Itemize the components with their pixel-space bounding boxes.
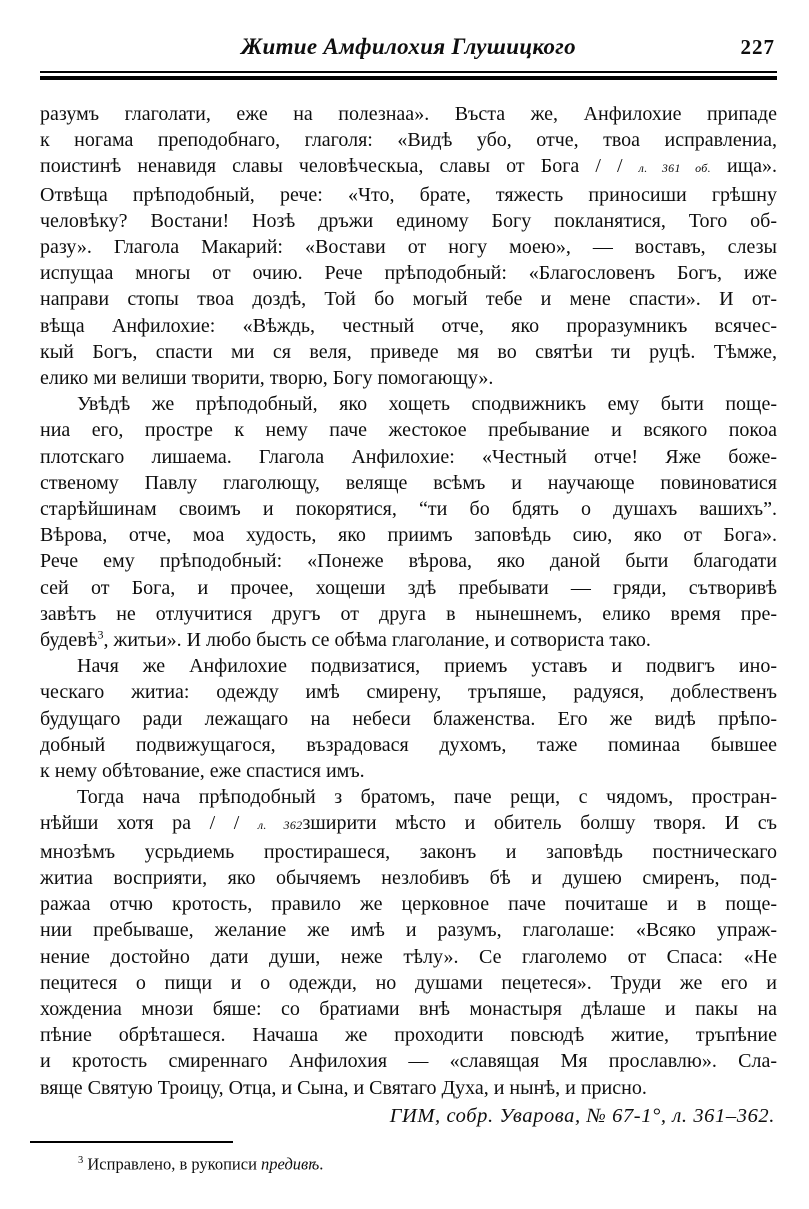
text-span: вѣща Анфилохие: «Вѣждь, честный отче, яко проразумникъ всячес- — [40, 314, 777, 337]
text-line — [40, 391, 777, 417]
text-line — [40, 996, 777, 1022]
text-span: к нему обѣтование, еже спастися имъ. — [40, 760, 365, 783]
text-line — [40, 153, 777, 181]
source-citation: ГИМ, собр. Уварова, № 67-1°, л. 361–362. — [389, 1104, 775, 1127]
text-span: пецитеся о пищи и о одежди, но душами пецетеся». Труди же его и — [40, 971, 777, 994]
text-line — [40, 732, 777, 758]
text-line — [40, 182, 777, 208]
paragraph — [40, 391, 777, 653]
text-span: вяще Святую Троицу, Отца, и Сына, и Святаго Духа, и нынѣ, и присно. — [40, 1076, 647, 1099]
text-span: нии пребываше, желание же имѣ и разумъ, глаголаше: «Всяко упраж- — [40, 919, 777, 942]
text-span: елико ми велиши творити, творю, Богу помогающу». — [40, 367, 494, 390]
text-line — [40, 313, 777, 339]
text-span: и кротость смиреннаго Анфилохия — «славящая Мя прославлю». Сла- — [40, 1050, 777, 1073]
text-span: разу». Глагола Макарий: «Востави от ногу моею», — воставъ, слезы — [40, 236, 777, 259]
footnote — [40, 1150, 777, 1176]
text-span: испущаа многы от очию. Рече прѣподобный: «Благословенъ Богъ, иже — [40, 262, 777, 285]
text-span: мнозѣмъ усрьдиемь простирашеся, законъ и заповѣдь постническаго — [40, 840, 777, 863]
text-line — [40, 917, 777, 943]
text-line — [40, 101, 777, 127]
text-line — [40, 1048, 777, 1074]
text-line — [40, 944, 777, 970]
text-span: Исправлено, в рукописи — [83, 1154, 262, 1174]
text-span: . — [319, 1154, 324, 1174]
text-span: ниа его, простре к нему паче жестокое пребывание и всякого покоа — [40, 419, 777, 442]
text-span: Тогда нача прѣподобный з братомъ, паче рещи, с чядомъ, простран- — [77, 786, 777, 809]
text-line — [40, 784, 777, 810]
folio-marker: л. 362 — [257, 818, 303, 833]
text-line — [40, 365, 777, 391]
text-span: направи стопы твоа доздѣ, Той бо могый тебе и мене спасти». И от- — [40, 288, 777, 311]
text-line — [40, 339, 777, 365]
page-number: 227 — [740, 35, 775, 59]
text-span: к ногама преподобнаго, глаголя: «Видѣ убо, отче, твоа исправлениа, — [40, 129, 777, 152]
paragraph — [40, 784, 777, 1100]
text-line — [40, 286, 777, 312]
text-span: пѣние обрѣташеся. Начаша же проходити повсюдѣ житие, тръпѣние — [40, 1024, 777, 1047]
text-span: будущаго ради лежащаго на небеси блаженства. Его же видѣ прѣпо- — [40, 707, 777, 730]
footnote-marker: 3 — [78, 1154, 84, 1166]
text-line — [40, 548, 777, 574]
text-line — [40, 127, 777, 153]
text-line — [40, 970, 777, 996]
header-rule-thick — [40, 76, 777, 80]
text-line — [40, 208, 777, 234]
text-line — [40, 444, 777, 470]
footnote-reference: 3 — [97, 627, 104, 642]
text-line — [40, 470, 777, 496]
text-span: нѣйши хотя ра / / — [40, 812, 258, 835]
text-line — [40, 496, 777, 522]
text-span: нение достойно дати души, неже тѣлу». Се глаголемо от Спаса: «Не — [40, 945, 777, 968]
text-span: Увѣдѣ же прѣподобный, яко хощеть сподвижникъ ему быти поще- — [77, 393, 777, 416]
text-line — [40, 810, 777, 838]
text-line — [40, 522, 777, 548]
text-span: кый Богъ, спасти ми ся веля, приведе мя во святѣи ти руцѣ. Тѣмже, — [40, 340, 777, 363]
text-line — [40, 706, 777, 732]
text-span: Вѣрова, отче, моа худость, яко приимъ заповѣдь сию, яко от Бога». — [40, 524, 777, 547]
text-line — [40, 891, 777, 917]
text-span: ческаго житиа: одежду имѣ смирену, тръпяше, радуяся, доблественъ — [40, 681, 777, 704]
text-line — [40, 839, 777, 865]
text-span: ражаа отчю кротость, правило же церковное паче почиташе и в поще- — [40, 893, 777, 916]
text-line — [40, 653, 777, 679]
text-line — [40, 627, 777, 653]
text-line — [40, 601, 777, 627]
text-span: добный подвижущагося, възрадовася духомъ, таже поминаа бывшее — [40, 733, 777, 756]
header-rule-thin — [40, 71, 777, 73]
text-span: поистинѣ ненавидя славы человѣческыа, славы от Бога / / — [40, 155, 639, 178]
text-line — [40, 260, 777, 286]
italic-term: предивѣ — [261, 1154, 320, 1174]
text-span: житиа восприяти, яко обычяемъ незлобивъ бѣ и душею смиренъ, под- — [40, 866, 777, 889]
text-span: старѣйшинам своимъ и покорятися, “ти бо бдять о душахъ вашихъ”. — [40, 498, 777, 521]
text-span: плотскаго лишаема. Глагола Анфилохие: «Честный отче! Яже боже- — [40, 445, 777, 468]
text-span: человѣку? Востани! Нозѣ дръжи единому Богу покланятися, Того об- — [40, 209, 777, 232]
text-line — [40, 679, 777, 705]
text-line — [40, 758, 777, 784]
paragraph — [40, 101, 777, 391]
text-span: Отвѣща прѣподобный, рече: «Что, брате, тяжесть приносиши грѣшну — [40, 183, 777, 206]
header-row — [40, 34, 777, 64]
footnote-rule — [30, 1141, 233, 1143]
text-span: Рече ему прѣподобный: «Понеже вѣрова, яко даной быти благодати — [40, 550, 777, 573]
text-span: сей от Бога, и прочее, хощеши здѣ пребывати — гряди, сътворивѣ — [40, 576, 777, 599]
text-line — [40, 234, 777, 260]
text-line — [40, 865, 777, 891]
text-span: ственому Павлу глаголющу, веляще всѣмъ и научающе повиноватися — [40, 471, 777, 494]
paragraph — [40, 653, 777, 784]
text-line — [40, 1022, 777, 1048]
folio-marker: л. 361 об. — [638, 161, 711, 176]
text-span: ища». — [710, 155, 777, 178]
text-span: зширити мѣсто и обитель болшу творя. И съ — [302, 812, 777, 835]
running-header — [40, 34, 777, 80]
text-line — [40, 575, 777, 601]
text-span: завѣтъ не отлучитися другъ от друга в нынешнемъ, елико время пре- — [40, 602, 777, 625]
text-line — [40, 417, 777, 443]
text-span: хождениа мнози бяше: со братиами внѣ монастыря дѣлаше и пакы на — [40, 997, 777, 1020]
body-text — [40, 101, 777, 1101]
text-span: Начя же Анфилохие подвизатися, приемъ уставъ и подвигъ ино- — [77, 655, 777, 678]
text-span: , житьи». И любо бысть се обѣма глаголание, и сотвориста тако. — [103, 629, 651, 652]
text-span: будевѣ — [40, 629, 98, 652]
text-span: разумъ глаголати, еже на полезнаа». Въста же, Анфилохие припаде — [40, 103, 777, 125]
text-line — [40, 1075, 777, 1101]
running-header-title: Житие Амфилохия Глушицкого — [241, 34, 576, 59]
